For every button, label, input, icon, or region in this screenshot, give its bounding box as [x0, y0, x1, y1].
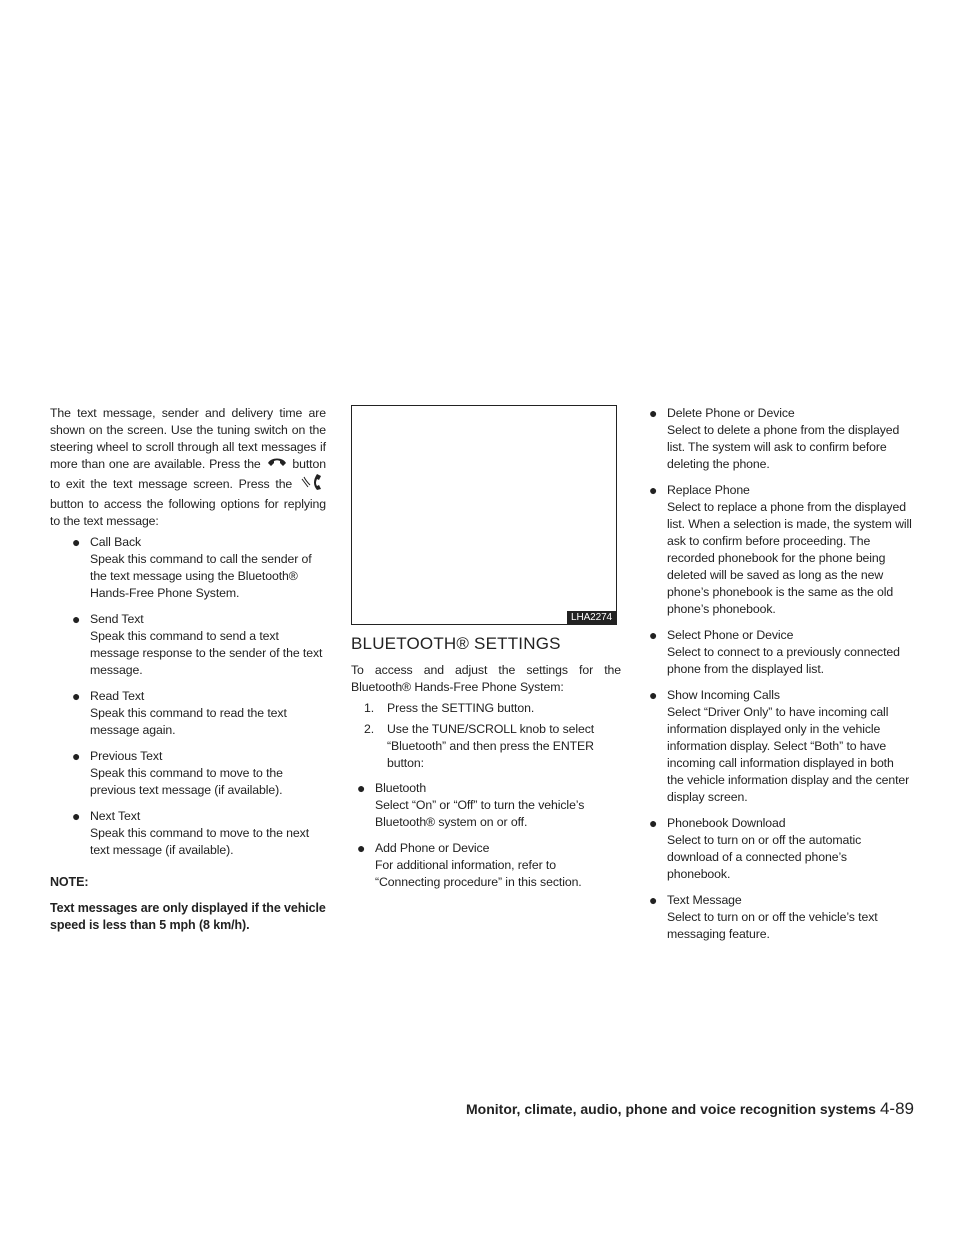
- intro-text-2: button to exit the text message screen. Press the: [50, 457, 326, 491]
- option-title: Previous Text: [90, 749, 163, 764]
- setting-title: Select Phone or Device: [667, 628, 794, 642]
- step-number: 2.: [364, 722, 375, 736]
- bullet: ●: [649, 627, 658, 643]
- setting-desc: Select to connect to a previously connected phone from the displayed list.: [667, 645, 900, 676]
- list-item: [643, 687, 913, 806]
- page-number: 4-89: [879, 1099, 914, 1118]
- section-heading: BLUETOOTH® SETTINGS: [351, 634, 561, 653]
- list-item: [643, 627, 913, 678]
- settings-list-middle: [351, 780, 621, 891]
- intro-text-3: button to access the following options for replying to the text message:: [50, 497, 326, 529]
- setting-desc: Select to replace a phone from the displayed list. When a selection is made, the system will ask to confirm before proceeding. The recorded phonebook for the phone being deleted will be saved as long as the new phone’s phonebook is the same as the old phone’s phonebook.: [667, 500, 912, 616]
- list-item: [643, 892, 913, 943]
- bullet: ●: [649, 892, 658, 908]
- list-item: [50, 808, 326, 859]
- list-item: [50, 688, 326, 739]
- bullet: ●: [72, 611, 81, 628]
- intro-paragraph: [50, 405, 326, 530]
- figure-box: [351, 405, 617, 625]
- page-footer: [452, 1099, 914, 1119]
- setting-desc: For additional information, refer to “Connecting procedure” in this section.: [375, 858, 582, 889]
- setting-desc: Select “On” or “Off” to turn the vehicle’s Bluetooth® system on or off.: [375, 798, 585, 829]
- list-item: [351, 840, 621, 891]
- setting-title: Add Phone or Device: [375, 841, 490, 855]
- footer-section-title: Monitor, climate, audio, phone and voice recognition systems: [466, 1101, 876, 1117]
- option-title: Read Text: [90, 689, 145, 704]
- setting-title: Delete Phone or Device: [667, 406, 795, 420]
- option-desc: Speak this command to move to the previous text message (if available).: [90, 766, 283, 798]
- settings-intro: To access and adjust the settings for the Bluetooth® Hands-Free Phone System:: [351, 663, 621, 694]
- step-item: [351, 700, 621, 717]
- step-text: Press the SETTING button.: [387, 701, 535, 715]
- bullet: ●: [649, 815, 658, 831]
- list-item: [351, 780, 621, 831]
- option-desc: Speak this command to call the sender of the text message using the Bluetooth® Hands-Free Phone System.: [90, 552, 312, 601]
- bullet: ●: [649, 482, 658, 498]
- option-desc: Speak this command to read the text message again.: [90, 706, 287, 738]
- option-title: Call Back: [90, 535, 142, 550]
- note-body: Text messages are only displayed if the vehicle speed is less than 5 mph (8 km/h).: [50, 901, 326, 933]
- bullet: ●: [72, 808, 81, 825]
- bullet: ●: [72, 688, 81, 705]
- bullet: ●: [649, 687, 658, 703]
- bullet: ●: [357, 840, 366, 856]
- phone-talk-icon: [300, 473, 324, 496]
- list-item: [50, 611, 326, 679]
- bullet: ●: [72, 748, 81, 765]
- steps-list: [351, 700, 621, 772]
- list-item: [50, 748, 326, 799]
- reply-options-list: [50, 534, 326, 859]
- setting-title: Bluetooth: [375, 781, 427, 795]
- bullet: ●: [357, 780, 366, 796]
- column-right: [643, 405, 913, 943]
- column-middle: [351, 405, 621, 891]
- phone-end-icon: [267, 456, 287, 473]
- column-left: [50, 405, 326, 934]
- list-item: [50, 534, 326, 602]
- setting-title: Text Message: [667, 893, 742, 907]
- option-title: Send Text: [90, 612, 144, 627]
- setting-desc: Select to turn on or off the vehicle’s text messaging feature.: [667, 910, 878, 941]
- option-desc: Speak this command to send a text message response to the sender of the text message.: [90, 629, 323, 678]
- setting-desc: Select to delete a phone from the displayed list. The system will ask to confirm before deleting the phone.: [667, 423, 900, 471]
- setting-title: Replace Phone: [667, 483, 750, 497]
- option-desc: Speak this command to move to the next text message (if available).: [90, 826, 310, 858]
- step-number: 1.: [364, 701, 375, 715]
- note-heading: NOTE:: [50, 875, 89, 890]
- step-item: [351, 721, 621, 772]
- setting-desc: Select “Driver Only” to have incoming call information displayed only in the vehicle information display. Select “Both” to have incoming call information displayed in both the vehicle information display and the center display screen.: [667, 705, 910, 804]
- bullet: ●: [649, 405, 658, 421]
- list-item: [643, 405, 913, 473]
- bullet: ●: [72, 534, 81, 551]
- list-item: [643, 815, 913, 883]
- setting-desc: Select to turn on or off the automatic download of a connected phone’s phonebook.: [667, 833, 862, 881]
- list-item: [643, 482, 913, 618]
- setting-title: Show Incoming Calls: [667, 688, 780, 702]
- step-text: Use the TUNE/SCROLL knob to select “Bluetooth” and then press the ENTER button:: [387, 722, 595, 770]
- setting-title: Phonebook Download: [667, 816, 786, 830]
- option-title: Next Text: [90, 809, 141, 824]
- intro-text-1: The text message, sender and delivery time are shown on the screen. Use the tuning switch on the steering wheel to scroll through all text messages if more than one are available. Press the: [50, 406, 326, 471]
- figure-label: LHA2274: [567, 611, 616, 624]
